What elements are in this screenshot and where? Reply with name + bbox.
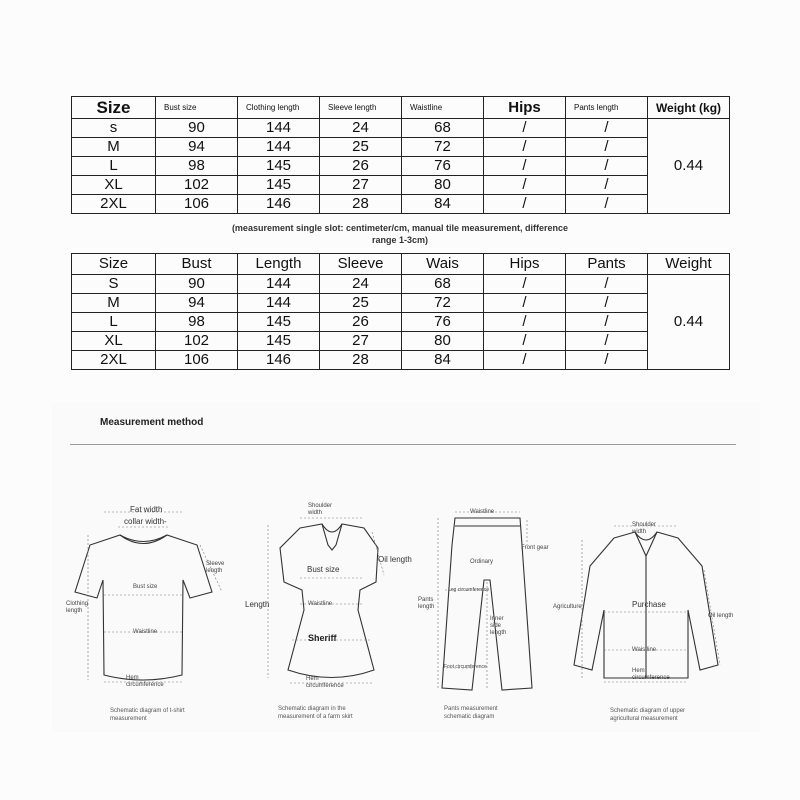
cell: / (484, 351, 566, 370)
cell: 98 (156, 313, 238, 332)
caption-coat: Schematic diagram of upper agricultural measurement (610, 708, 686, 722)
cell: / (484, 294, 566, 313)
cell: / (484, 176, 566, 195)
cell: 26 (320, 157, 402, 176)
cell: 94 (156, 294, 238, 313)
cell: 106 (156, 195, 238, 214)
header-size: Size (72, 97, 156, 119)
header-weight: Weight (kg) (648, 97, 730, 119)
cell: / (566, 195, 648, 214)
cell: / (484, 313, 566, 332)
cell: 102 (156, 176, 238, 195)
label-leg-circumference: Leg circumference (448, 587, 490, 593)
cell: 28 (320, 351, 402, 370)
cell: 2XL (72, 351, 156, 370)
cell: / (484, 332, 566, 351)
cell: 144 (238, 294, 320, 313)
label-pants-length: Pants length (418, 597, 435, 610)
header-hips: Hips (484, 97, 566, 119)
cell: / (566, 275, 648, 294)
cell: 106 (156, 351, 238, 370)
measurement-note: (measurement single slot: centimeter/cm, manual tile measurement, difference range 1-3cm) (231, 223, 569, 245)
cell: 145 (238, 332, 320, 351)
cell: 146 (238, 195, 320, 214)
header-weight: Weight (648, 254, 730, 275)
label-shoulder-width: Shoulder width (308, 503, 333, 516)
label-waistline: Waistline (308, 601, 333, 607)
header-clothing-length: Clothing length (238, 97, 320, 119)
cell: / (484, 157, 566, 176)
header-pants: Pants (566, 254, 648, 275)
cell: 144 (238, 275, 320, 294)
header-bust: Bust size (156, 97, 238, 119)
cell: 84 (402, 195, 484, 214)
label-inner-side-length: Inner side length (490, 616, 507, 636)
label-waistline: Waistline (470, 509, 495, 515)
label-hem-circumference: Hem circumference (632, 668, 670, 681)
label-sheriff: Sheriff (308, 633, 337, 643)
header-size: Size (72, 254, 156, 275)
label-waistline: Waistline (133, 629, 158, 635)
cell: 24 (320, 275, 402, 294)
label-waistline: Waistline (632, 647, 657, 653)
cell: 72 (402, 294, 484, 313)
label-oil-length: Oil length (378, 555, 412, 564)
cell: 72 (402, 138, 484, 157)
label-hem-circumference: Hem circumference (126, 675, 164, 688)
cell: L (72, 313, 156, 332)
cell: 68 (402, 275, 484, 294)
cell: 80 (402, 332, 484, 351)
label-agriculture: Agriculture (553, 604, 582, 610)
label-ordinary: Ordinary (470, 559, 494, 565)
measurement-method-title: Measurement method (100, 417, 204, 428)
cell: / (566, 313, 648, 332)
cell: 98 (156, 157, 238, 176)
cell: / (566, 157, 648, 176)
cell: / (566, 332, 648, 351)
cell: 144 (238, 138, 320, 157)
cell: 28 (320, 195, 402, 214)
header-length: Length (238, 254, 320, 275)
cell: 25 (320, 138, 402, 157)
cell: / (484, 195, 566, 214)
caption-skirt: Schematic diagram in the measurement of a farm skirt (278, 706, 353, 720)
cell: 27 (320, 332, 402, 351)
cell: 76 (402, 157, 484, 176)
cell: / (484, 119, 566, 138)
label-bust-size: Bust size (307, 565, 340, 574)
cell: L (72, 157, 156, 176)
cell: M (72, 294, 156, 313)
cell: / (566, 138, 648, 157)
label-bust-size: Bust size (133, 584, 158, 590)
cell: 90 (156, 119, 238, 138)
cell: 2XL (72, 195, 156, 214)
label-sleeve-length: Sleeve length (206, 561, 225, 574)
header-waistline: Waistline (402, 97, 484, 119)
label-collar-width: collar width- (124, 517, 167, 526)
cell: 84 (402, 351, 484, 370)
label-purchase: Purchase (632, 600, 666, 609)
cell: 25 (320, 294, 402, 313)
header-hips: Hips (484, 254, 566, 275)
label-shoulder-width: Shoulder width (632, 522, 657, 535)
label-length: Length (245, 600, 270, 609)
label-hem-circumference: Hem circumference (306, 676, 344, 689)
cell: 68 (402, 119, 484, 138)
cell: 102 (156, 332, 238, 351)
cell: 76 (402, 313, 484, 332)
header-bust: Bust (156, 254, 238, 275)
cell: 145 (238, 176, 320, 195)
label-oil-length: Oil length (708, 613, 734, 619)
cell: / (484, 138, 566, 157)
label-fat-width: Fat width (130, 505, 163, 514)
label-front-gear: Front gear (521, 545, 549, 551)
cell: 94 (156, 138, 238, 157)
cell: / (566, 176, 648, 195)
cell: 24 (320, 119, 402, 138)
cell: / (566, 119, 648, 138)
label-foot-circumference: Foot circumference (444, 664, 487, 670)
cell: / (484, 275, 566, 294)
weight-value: 0.44 (648, 119, 730, 214)
cell: 144 (238, 119, 320, 138)
cell: M (72, 138, 156, 157)
cell: XL (72, 332, 156, 351)
weight-value: 0.44 (648, 275, 730, 370)
cell: 146 (238, 351, 320, 370)
header-sleeve: Sleeve (320, 254, 402, 275)
header-pants-length: Pants length (566, 97, 648, 119)
cell: / (566, 351, 648, 370)
cell: s (72, 119, 156, 138)
label-clothing-length: Clothing length (66, 601, 89, 614)
cell: / (566, 294, 648, 313)
cell: 90 (156, 275, 238, 294)
tshirt-illustration (75, 535, 212, 680)
cell: 26 (320, 313, 402, 332)
caption-tshirt: Schematic diagram of t-shirt measurement (110, 708, 185, 722)
header-waist: Wais (402, 254, 484, 275)
cell: 145 (238, 157, 320, 176)
cell: 80 (402, 176, 484, 195)
cell: XL (72, 176, 156, 195)
cell: 27 (320, 176, 402, 195)
header-sleeve-length: Sleeve length (320, 97, 402, 119)
cell: S (72, 275, 156, 294)
caption-pants: Pants measurement schematic diagram (444, 706, 498, 720)
cell: 145 (238, 313, 320, 332)
